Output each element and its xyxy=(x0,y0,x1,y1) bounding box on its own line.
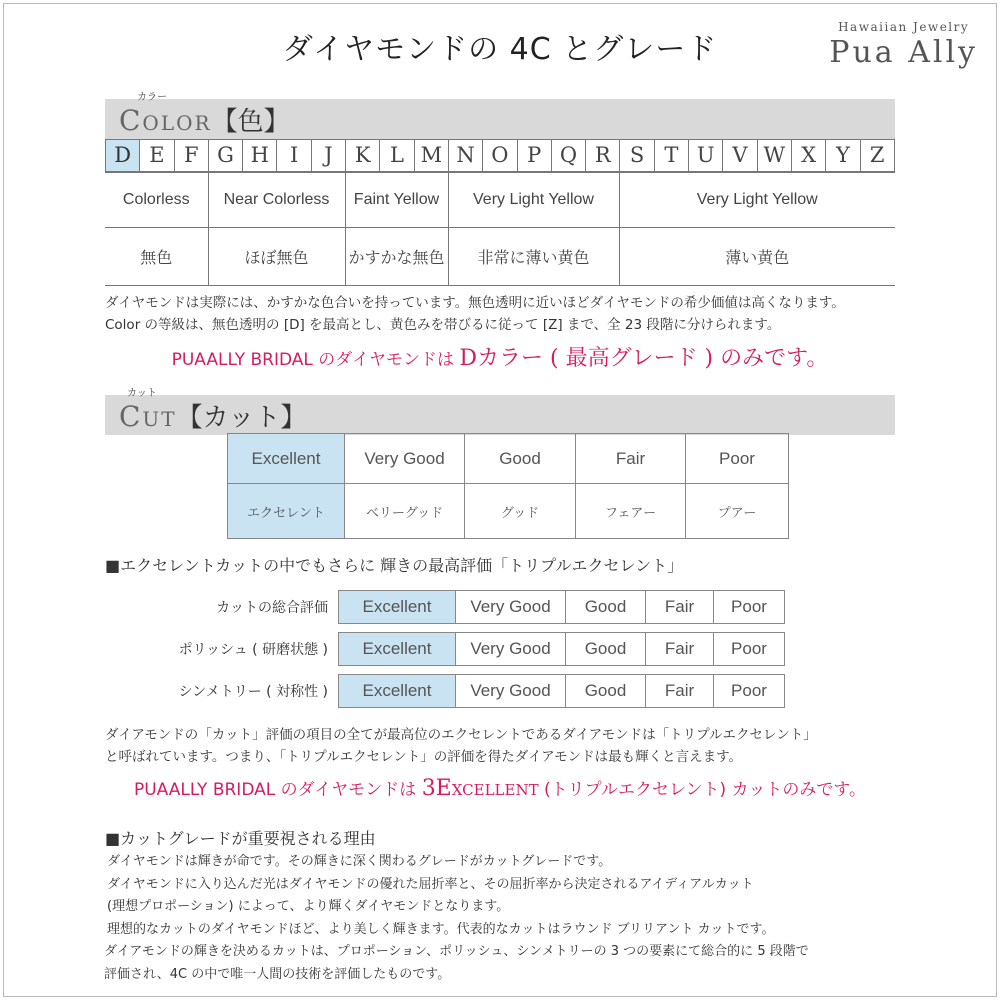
color-grade-d: D xyxy=(106,140,140,171)
triple-cell: Good xyxy=(566,675,646,707)
color-statement-highlight: Dカラー ( 最高グレード ) のみです。 xyxy=(459,346,829,371)
color-title-en: Color xyxy=(119,104,212,137)
cut-statement-highlight: 3Excellent xyxy=(421,776,539,801)
color-note-line: ダイヤモンドは実際には、かすかな色合いを持っています。無色透明に近いほどダイヤモンドの希少価値は高くなります。 xyxy=(105,295,845,311)
category-near-colorless-ja: ほぼ無色 xyxy=(208,228,345,286)
triple-cell: Good xyxy=(566,633,646,665)
triple-cell: Very Good xyxy=(456,675,566,707)
color-grade-m: M xyxy=(415,140,449,171)
category-colorless: Colorless xyxy=(105,173,208,228)
cut-grade-good-ja: グッド xyxy=(465,484,576,539)
cut-brand-statement xyxy=(0,775,1000,801)
category-near-colorless: Near Colorless xyxy=(208,173,345,228)
triple-row-label: ポリッシュ ( 研磨状態 ) xyxy=(178,642,328,658)
triple-cell: Fair xyxy=(646,591,714,623)
reason-line: ダイヤモンドは輝きが命です。その輝きに深く関わるグレードがカットグレードです。 xyxy=(107,854,612,869)
color-grade-v: V xyxy=(723,140,757,171)
triple-cell: Fair xyxy=(646,675,714,707)
cut-title-en: Cut xyxy=(119,400,177,433)
cut-title-jp: 【カット】 xyxy=(176,403,307,433)
color-grade-h: H xyxy=(243,140,277,171)
triple-cell: Very Good xyxy=(456,591,566,623)
triple-excellent-heading: ■エクセレントカットの中でもさらに 輝きの最高評価「トリプルエクセレント」 xyxy=(105,556,684,575)
cut-grade-very-good: Very Good xyxy=(345,434,465,484)
triple-cell: Poor xyxy=(731,597,767,616)
color-grade-s: S xyxy=(620,140,654,171)
category-faint-yellow-ja: かすかな無色 xyxy=(345,228,448,286)
color-grade-u: U xyxy=(689,140,723,171)
cut-grade-poor: Poor xyxy=(686,434,789,484)
color-note-line: Color の等級は、無色透明の [D] を最高とし、黄色みを帯びるに従って [Z] まで、全 23 段階に分けられます。 xyxy=(105,317,781,333)
color-grade-t: T xyxy=(655,140,689,171)
triple-row-cells xyxy=(338,590,785,624)
triple-excellent-table xyxy=(150,586,785,712)
category-colorless-ja: 無色 xyxy=(105,228,208,286)
color-section-title xyxy=(119,101,290,138)
cut-statement-prefix: PUAALLY BRIDAL のダイヤモンドは xyxy=(133,780,417,800)
brand-logo xyxy=(829,20,978,70)
triple-cell: Excellent xyxy=(339,675,456,707)
category-light-yellow-ja: 薄い黄色 xyxy=(619,228,895,286)
cut-note xyxy=(105,724,817,768)
category-very-light-yellow: Very Light Yellow xyxy=(448,173,619,228)
color-grade-j: J xyxy=(312,140,346,171)
page-title: ダイヤモンドの 4C とグレード xyxy=(282,32,718,67)
cut-grade-fair-ja: フェアー xyxy=(576,484,686,539)
color-grade-n: N xyxy=(449,140,483,171)
color-section-header xyxy=(105,92,895,139)
reason-line: ダイアモンドの輝きを決めるカットは、プロポーション、ポリッシュ、シンメトリーの 3 つの要素にて総合的に 5 段階で xyxy=(104,944,809,959)
cut-section-header xyxy=(105,388,895,435)
reason-line: 評価され、4C の中で唯一人間の技術を評価したものです。 xyxy=(104,966,451,982)
color-grade-p: P xyxy=(518,140,552,171)
cut-grade-table xyxy=(227,433,789,539)
color-grade-o: O xyxy=(483,140,517,171)
cut-section-title xyxy=(119,397,306,434)
category-faint-yellow: Faint Yellow xyxy=(345,173,448,228)
color-statement-prefix: PUAALLY BRIDAL のダイヤモンドは xyxy=(171,350,454,370)
cut-note-line: ダイアモンドの「カット」評価の項目の全てが最高位のエクセレントであるダイアモンドは「トリプルエクセレント」 xyxy=(105,727,817,743)
color-grade-z: Z xyxy=(869,143,885,167)
color-grade-x: X xyxy=(792,140,826,171)
color-grade-g: G xyxy=(209,140,243,171)
color-grade-scale xyxy=(105,139,895,172)
color-brand-statement xyxy=(0,341,1000,372)
reason-line: (理想プロポーション) によって、より輝くダイヤモンドとなります。 xyxy=(107,899,510,914)
cut-grade-good: Good xyxy=(465,434,576,484)
triple-row xyxy=(150,670,785,712)
color-grade-e: E xyxy=(140,140,174,171)
category-light-yellow: Very Light Yellow xyxy=(619,173,895,228)
reason-heading: ■カットグレードが重要視される理由 xyxy=(105,829,376,848)
cut-ruby: カット xyxy=(127,388,157,399)
triple-cell: Poor xyxy=(731,681,767,700)
cut-grade-poor-ja: プアー xyxy=(686,484,789,539)
color-grade-y: Y xyxy=(826,140,860,171)
triple-row-cells xyxy=(338,632,785,666)
cut-grade-excellent-ja: エクセレント xyxy=(228,484,345,539)
triple-cell: Excellent xyxy=(339,633,456,665)
triple-cell: Excellent xyxy=(339,591,456,623)
triple-row xyxy=(150,586,785,628)
cut-grade-fair: Fair xyxy=(576,434,686,484)
category-very-light-yellow-ja: 非常に薄い黄色 xyxy=(448,228,619,286)
color-grade-q: Q xyxy=(552,140,586,171)
triple-row xyxy=(150,628,785,670)
color-title-jp: 【色】 xyxy=(211,107,290,137)
cut-grade-very-good-ja: ベリーグッド xyxy=(345,484,465,539)
triple-cell: Fair xyxy=(646,633,714,665)
color-grade-f: F xyxy=(175,140,209,171)
triple-cell: Very Good xyxy=(456,633,566,665)
triple-cell: Poor xyxy=(731,639,767,658)
cut-grade-excellent: Excellent xyxy=(228,434,345,484)
triple-row-label: シンメトリー ( 対称性 ) xyxy=(178,684,328,700)
reason-line: 理想的なカットのダイヤモンドほど、より美しく輝きます。代表的なカットはラウンド ブリリアント カットです。 xyxy=(107,921,775,937)
brand-name: Pua Ally xyxy=(829,35,978,70)
color-category-table xyxy=(105,172,895,286)
reason-line: ダイヤモンドに入り込んだ光はダイヤモンドの優れた屈折率と、その屈折率から決定されるアイディアルカット xyxy=(107,876,754,892)
color-note xyxy=(105,292,845,336)
cut-note-line: と呼ばれています。つまり、「トリプルエクセレント」の評価を得たダイアモンドは最も輝くと言えます。 xyxy=(105,749,742,765)
color-grade-k: K xyxy=(346,140,380,171)
color-grade-i: I xyxy=(277,140,311,171)
color-ruby: カラー xyxy=(137,92,167,103)
reason-body xyxy=(104,851,809,986)
color-grade-r: R xyxy=(586,140,620,171)
cut-statement-suffix: (トリプルエクセレント) カットのみです。 xyxy=(544,780,867,800)
color-grade-w: W xyxy=(758,140,792,171)
triple-row-label: カットの総合評価 xyxy=(216,600,328,616)
color-grade-l: L xyxy=(380,140,414,171)
triple-row-cells xyxy=(338,674,785,708)
brand-tagline: Hawaiian Jewelry xyxy=(838,20,970,34)
triple-cell: Good xyxy=(566,591,646,623)
